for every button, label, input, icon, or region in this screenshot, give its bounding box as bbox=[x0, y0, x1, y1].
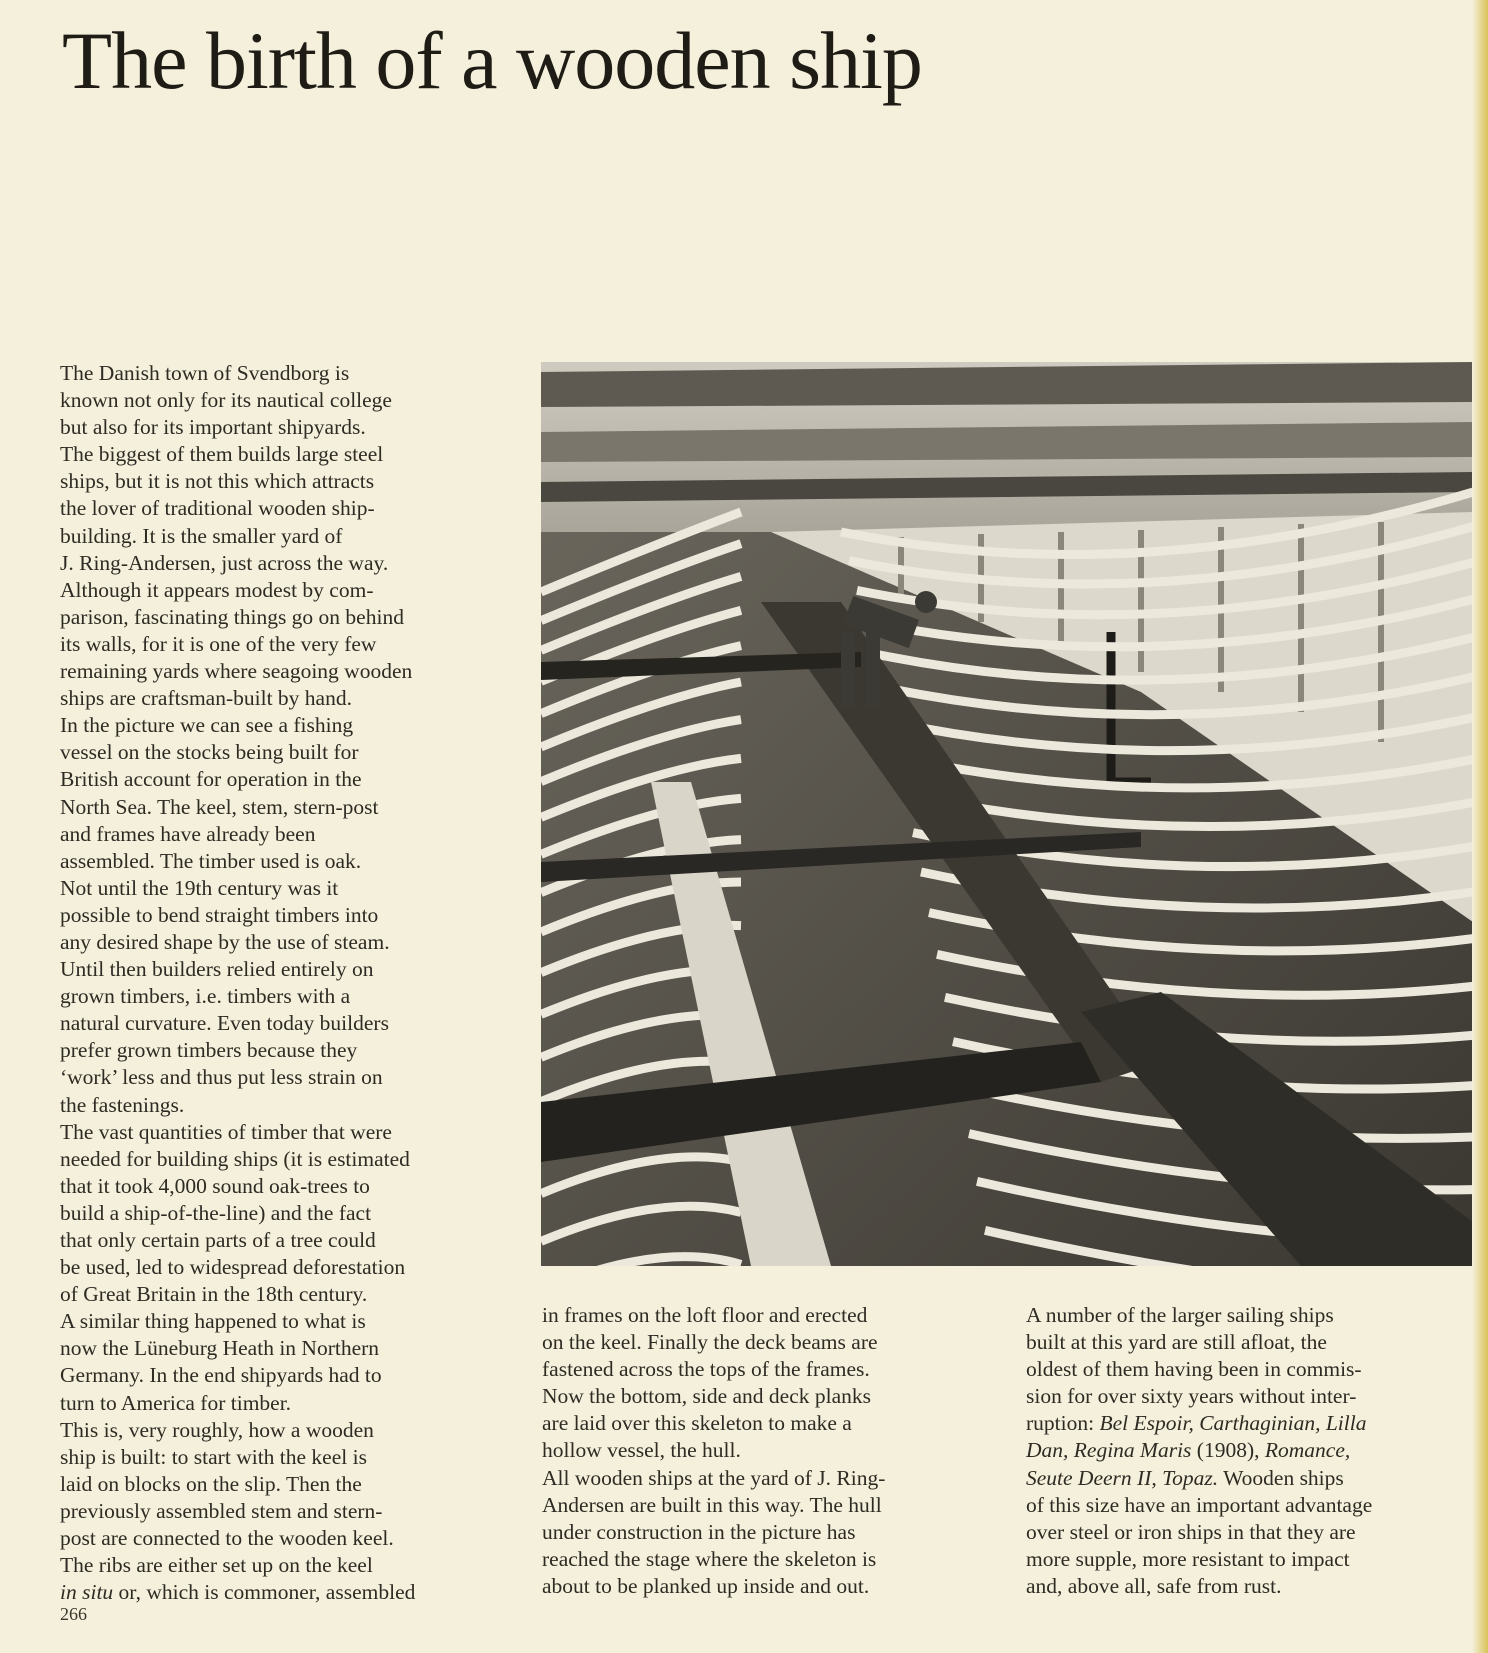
text-line: possible to bend straight timbers into bbox=[60, 902, 379, 927]
shipbuilding-hull-photo-icon bbox=[541, 362, 1473, 1266]
text-line: that only certain parts of a tree could bbox=[60, 1228, 376, 1252]
text-line: reached the stage where the skeleton is bbox=[542, 1546, 877, 1571]
text-line: its walls, for it is one of the very few bbox=[60, 631, 377, 656]
text-column-1 bbox=[60, 360, 512, 1606]
text-line: Now the bottom, side and deck planks bbox=[542, 1384, 872, 1409]
text-line: and frames have already been bbox=[60, 821, 316, 846]
text-line: built at this yard are still afloat, the bbox=[1026, 1330, 1327, 1355]
text-line: needed for building ships (it is estimated bbox=[60, 1146, 410, 1171]
text-line: ships are craftsman-built by hand. bbox=[60, 686, 352, 711]
text-line: assembled. The timber used is oak. bbox=[60, 848, 362, 873]
text-line: ‘work’ less and thus put less strain on bbox=[60, 1065, 383, 1090]
page-number: 266 bbox=[60, 1604, 87, 1624]
text-line: The biggest of them builds large steel bbox=[60, 442, 384, 467]
text-line: in situ or, which is commoner, assembled bbox=[60, 1580, 416, 1605]
text-column-2 bbox=[542, 1302, 1002, 1600]
text-line: of this size have an important advantage bbox=[1026, 1492, 1373, 1517]
text-line: laid on blocks on the slip. Then the bbox=[60, 1471, 362, 1496]
text-line: previously assembled stem and stern- bbox=[60, 1498, 383, 1523]
text-line: and, above all, safe from rust. bbox=[1026, 1573, 1282, 1598]
text-line: This is, very roughly, how a wooden bbox=[60, 1417, 374, 1442]
text-line: North Sea. The keel, stem, stern-post bbox=[60, 794, 379, 819]
text-line: any desired shape by the use of steam. bbox=[60, 929, 390, 954]
text-line: the fastenings. bbox=[60, 1092, 185, 1117]
text-line: J. Ring-Andersen, just across the way. bbox=[60, 550, 389, 575]
text-line: building. It is the smaller yard of bbox=[60, 523, 343, 548]
page-edge bbox=[1472, 0, 1488, 1653]
text-line: oldest of them having been in commis- bbox=[1026, 1357, 1362, 1382]
text-line: ship is built: to start with the keel is bbox=[60, 1444, 367, 1469]
text-line: known not only for its nautical college bbox=[60, 388, 392, 413]
text-line: British account for operation in the bbox=[60, 767, 362, 792]
text-line: about to be planked up inside and out. bbox=[542, 1573, 870, 1598]
text-line: under construction in the picture has bbox=[542, 1519, 856, 1544]
text-line: the lover of traditional wooden ship- bbox=[60, 496, 375, 521]
text-line: more supple, more resistant to impact bbox=[1026, 1546, 1350, 1571]
text-line: Germany. In the end shipyards had to bbox=[60, 1363, 382, 1388]
text-line: parison, fascinating things go on behind bbox=[60, 604, 404, 629]
text-line: The Danish town of Svendborg is bbox=[60, 361, 350, 385]
text-line: All wooden ships at the yard of J. Ring- bbox=[542, 1465, 886, 1490]
hull-construction-photo bbox=[541, 362, 1473, 1266]
text-line: The vast quantities of timber that were bbox=[60, 1119, 392, 1144]
text-line: sion for over sixty years without inter- bbox=[1026, 1384, 1357, 1409]
text-line: remaining yards where seagoing wooden bbox=[60, 659, 413, 684]
text-line: be used, led to widespread deforestation bbox=[60, 1255, 406, 1280]
text-line: ships, but it is not this which attracts bbox=[60, 469, 375, 494]
page-title: The birth of a wooden ship bbox=[62, 15, 922, 106]
text-line: but also for its important shipyards. bbox=[60, 415, 366, 440]
text-line: Until then builders relied entirely on bbox=[60, 957, 374, 982]
text-line: fastened across the tops of the frames. bbox=[542, 1357, 870, 1382]
text-line: turn to America for timber. bbox=[60, 1390, 292, 1415]
text-line: build a ship-of-the-line) and the fact bbox=[60, 1200, 372, 1225]
text-line: hollow vessel, the hull. bbox=[542, 1438, 741, 1463]
text-line: Dan, Regina Maris (1908), Romance, bbox=[1026, 1438, 1351, 1463]
text-line: Not until the 19th century was it bbox=[60, 875, 339, 900]
text-line: Seute Deern II, Topaz. Wooden ships bbox=[1026, 1465, 1344, 1490]
text-line: Although it appears modest by com- bbox=[60, 577, 374, 602]
text-line: The ribs are either set up on the keel bbox=[60, 1553, 373, 1578]
text-line: A number of the larger sailing ships bbox=[1026, 1303, 1334, 1327]
text-line: of Great Britain in the 18th century. bbox=[60, 1282, 368, 1307]
text-line: A similar thing happened to what is bbox=[60, 1309, 366, 1334]
text-line: in frames on the loft floor and erected bbox=[542, 1303, 868, 1327]
text-line: Andersen are built in this way. The hull bbox=[542, 1492, 882, 1517]
text-column-3 bbox=[1026, 1302, 1476, 1600]
text-line: prefer grown timbers because they bbox=[60, 1038, 358, 1063]
text-line: now the Lüneburg Heath in Northern bbox=[60, 1336, 380, 1361]
text-line: natural curvature. Even today builders bbox=[60, 1011, 389, 1036]
text-line: In the picture we can see a fishing bbox=[60, 713, 354, 738]
text-line: grown timbers, i.e. timbers with a bbox=[60, 984, 351, 1009]
text-line: vessel on the stocks being built for bbox=[60, 740, 359, 765]
text-line: ruption: Bel Espoir, Carthaginian, Lilla bbox=[1026, 1411, 1367, 1436]
text-line: over steel or iron ships in that they are bbox=[1026, 1519, 1356, 1544]
text-line: are laid over this skeleton to make a bbox=[542, 1411, 852, 1436]
text-line: that it took 4,000 sound oak-trees to bbox=[60, 1173, 370, 1198]
text-line: on the keel. Finally the deck beams are bbox=[542, 1330, 878, 1355]
text-line: post are connected to the wooden keel. bbox=[60, 1526, 394, 1551]
